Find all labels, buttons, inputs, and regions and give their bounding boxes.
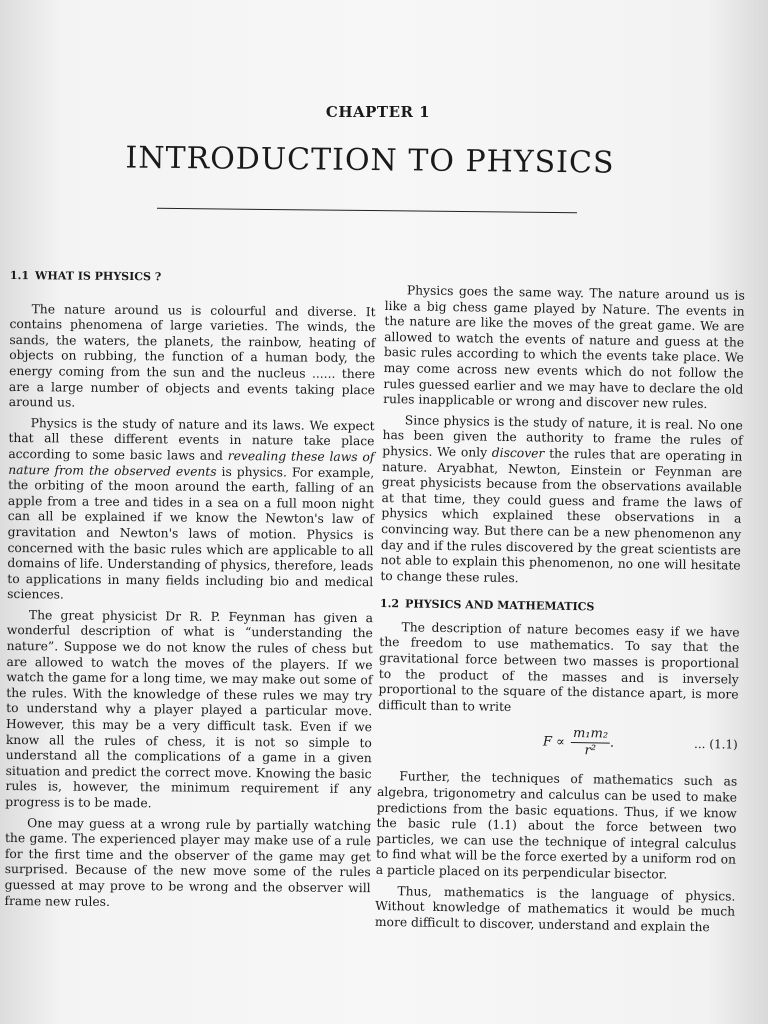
equation-lhs: F ∝ xyxy=(542,734,565,750)
equation-denominator: r² xyxy=(584,743,597,759)
section-number: 1.1 xyxy=(9,268,30,283)
section-title: WHAT IS PHYSICS ? xyxy=(35,269,162,284)
section-title: PHYSICS AND MATHEMATICS xyxy=(404,597,595,614)
paragraph: The nature around us is colourful and diverse. It contains phenomena of large varieties. The winds, the sands, the waters, the planets, the rainbow, heating of objects on rubbing, the function of a human body, the energy coming from the sun and the nucleus ...... there are a large number of objects and events taking place around us. xyxy=(8,301,376,410)
section-heading-1-2 xyxy=(380,596,740,617)
equation-body xyxy=(543,725,615,759)
paragraph: Further, the techniques of mathematics such as algebra, trigonometry and calculus can be used to make predictions from the basic equations. Thus, if we know the basic rule (1.1) about the force between two particles, we can use the technique of integral calculus to find what will be the force exerted by a uniform rod on a particle placed on its perpendicular bisector. xyxy=(375,769,738,882)
emphasis-text: discover xyxy=(491,445,545,461)
section-number: 1.2 xyxy=(379,597,400,611)
equation-1-1 xyxy=(378,719,739,765)
paragraph: Physics is the study of nature and its laws. We expect that all these different events in nature take place according to some basic laws and revealing these laws of nature from the observed events is physics. For example, the orbiting of the moon around the earth, falling of an apple from a tree and tides in a sea on a full moon night can all be explained if we know the Newton's law of gravitation and Newton's laws of motion. Physics is concerned with the basic rules which are applicable to all domains of life. Understanding of physics, therefore, leads to applications in many fields including bio and medical sciences. xyxy=(7,415,375,602)
chapter-title: INTRODUCTION TO PHYSICS xyxy=(125,140,615,181)
equation-trail: . xyxy=(609,735,615,751)
paragraph: Thus, mathematics is the language of physics. Without knowledge of mathematics it would be much more difficult to discover, understand and explain the xyxy=(374,883,736,934)
chapter-label: CHAPTER 1 xyxy=(325,103,431,121)
paragraph: Since physics is the study of nature, it is real. No one has been given the authority to frame the rules of physics. We only discover the rules that are operating in nature. Aryabhat, Newton, Einstein or Feynman are great physicists because from the observations available at that time, they could guess and frame the laws of physics which explained these observations in a convincing way. But there can be a new phenomenon any day and if the rules discovered by the great scientists are not able to explain this phenomenon, no one will hesitate to change these rules. xyxy=(380,413,743,585)
title-rule xyxy=(157,208,577,213)
right-column xyxy=(375,283,745,941)
paragraph: Physics goes the same way. The nature around us is like a big chess game played by Nature. The events in the nature are like the moves of the great game. We are allowed to watch the events of nature and guess at the basic rules according to which the events take place. We may come across new events which do not follow the rules guessed earlier and we may have to declare the old rules inapplicable or wrong and discover new rules. xyxy=(383,283,745,412)
emphasis-text: revealing these laws of nature from the observed events xyxy=(8,448,375,479)
paragraph: The description of nature becomes easy if we have the freedom to use mathematics. To say that the gravitational force between two masses is proportional to the product of the masses and is inversely proportional to the square of the distance apart, is more difficult than to write xyxy=(378,620,740,714)
paragraph: The great physicist Dr R. P. Feynman has given a wonderful description of what is “understanding the nature”. Suppose we do not know the rules of chess but are allowed to watch the moves of the players. If we watch the game for a long time, we may make out some of the rules. With the knowledge of these rules we may try to understand why a player played a particular move. However, this may be a very difficult task. Even if we know all the rules of chess, it is not so simple to understand all the complications of a game in a given situation and predict the correct move. Knowing the basic rules is, however, the minimum requirement if any progress is to be made. xyxy=(5,608,374,811)
equation-numerator: m₁m₂ xyxy=(571,726,610,744)
equation-number: ... (1.1) xyxy=(693,736,738,752)
equation-fraction xyxy=(571,726,611,760)
section-heading-1-1 xyxy=(10,268,376,287)
left-column xyxy=(4,268,376,917)
paragraph: One may guess at a wrong rule by partially watching the game. The experienced player may make use of a rule for the first time and the observer of the game may get surprised. Because of the new move some of the rules guessed at may prove to be wrong and the observer will frame new rules. xyxy=(4,815,372,909)
